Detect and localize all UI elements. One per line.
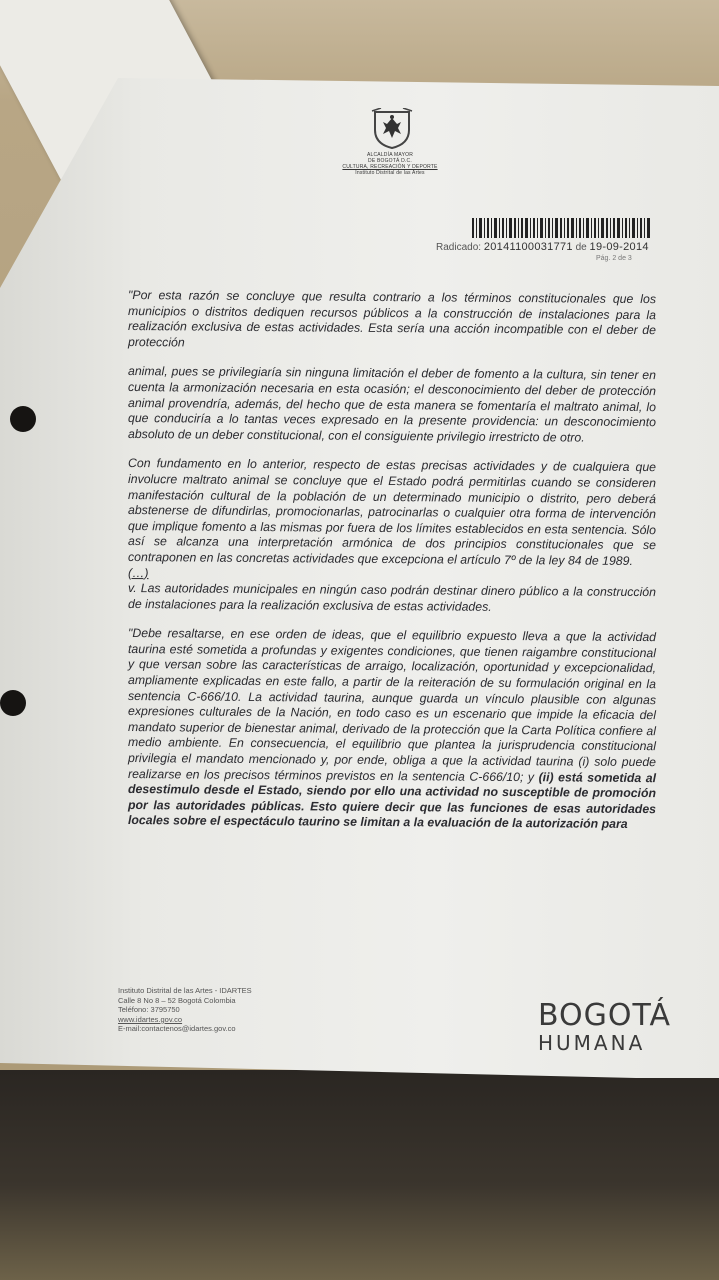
- radicado-date: 19-09-2014: [589, 241, 649, 253]
- footer-line: Instituto Distrital de las Artes - IDARTES: [118, 986, 252, 995]
- logo-line: BOGOTÁ: [538, 998, 672, 1033]
- footer-line: Teléfono: 3795750: [118, 1005, 180, 1015]
- punch-hole: [10, 406, 36, 432]
- institution-header: [320, 152, 460, 176]
- paragraph-part: "Debe resaltarse, en ese orden de ideas, que el equilibrio expuesto lleva a que la actividad taurina esté sometida a profundas y exigentes condiciones, que tienen raigambre constitucional y que versan sobre las características de arraigo, localización, oportunidad y excepcionalidad, ampliamente explicadas en este fallo, a partir de la reiteración de su formulación original en la sentencia C-666/10. La actividad taurina, aunque guarda un vínculo plausible con algunas expresiones culturales de la Nación, en todo caso es un escenario que impide la eficacia del mandato superior de bienestar animal, derivado de la protección que la Carta Política confiere al medio ambiente. En consecuencia, el equilibrio que plantea la jurisprudencia constitucional privilegia el mandato mencionado y, por ende, obliga a que la actividad taurina (i) solo puede realizarse en los precisos términos previstos en la sentencia C-666/10; y: [128, 626, 656, 784]
- radicado-de: de: [575, 242, 587, 253]
- coat-of-arms-icon: [369, 108, 415, 150]
- footer-line: Calle 8 No 8 – 52 Bogotá Colombia: [118, 995, 236, 1005]
- footer-link[interactable]: www.idartes.gov.co: [118, 1014, 183, 1024]
- footer-contact: [118, 986, 252, 1034]
- radicado-line: [436, 241, 649, 253]
- header-line: CULTURA, RECREACIÓN Y DEPORTE: [342, 164, 438, 170]
- paragraph: "Por esta razón se concluye que resulta contrario a los términos constitucionales que los municipios o distritos dediquen recursos públicos a la construcción de instalaciones para la realización exclusiva de estas actividades. Esta sería una acción incompatible con el deber de protección: [128, 288, 656, 350]
- paragraph: v. Las autoridades municipales en ningún caso podrán destinar dinero público a la construcción de instalaciones para la realización exclusiva de estas actividades.: [128, 581, 656, 614]
- page-number: Pág. 2 de 3: [596, 255, 632, 262]
- header-line: ALCALDÍA MAYOR: [366, 152, 414, 158]
- header-line: DE BOGOTÁ D.C.: [368, 158, 412, 164]
- document-body: [128, 288, 656, 833]
- logo-line: HUMANA: [538, 1031, 646, 1055]
- radicado-number: 20141100031771: [483, 241, 573, 253]
- ellipsis: (…): [128, 565, 149, 580]
- paragraph: animal, pues se privilegiaría sin ninguna limitación el deber de fomento a la cultura, sin tener en cuenta la armonización necesaria en esta ocasión; el desconocimiento del deber de protección animal provendría, además, del hecho que de esta manera se fomentaría el maltrato animal, lo que conduciría a lo tantas veces expresado en la presente providencia: un desconocimiento absoluto de un deber constitucional, con el consiguiente privilegio irrestricto de otro.: [128, 364, 656, 445]
- footer-email: E-mail:contactenos@idartes.gov.co: [118, 1024, 236, 1034]
- desk-shadow: [0, 1070, 719, 1280]
- paragraph-part-bold: (ii) está sometida al desestimulo desde el Estado, siendo por ello una actividad no susceptible de promoción por las autoridades públicas. Esto quiere decir que las funciones de esas autoridades locales sobre el espectáculo taurino se limitan a la evaluación de la autorización para: [128, 769, 657, 832]
- barcode: [472, 218, 652, 238]
- bogota-humana-logo: [538, 1000, 671, 1054]
- paragraph: Con fundamento en lo anterior, respecto de estas precisas actividades y de cualquiera que involucre maltrato animal se concluye que el Estado podrá permitirlas cuando se consideren manifestación cultural de la población de un determinado municipio o distrito, pero deberá abstenerse de difundirlas, promocionarlas, patrocinarlas o cualquier otra forma de intervención que implique fomento a las mismas por fuera de los límites establecidos en esta sentencia. Sólo así se alcanza una interpretación armónica de dos principios constitucionales que se contraponen en las concretas actividades que excepciona el artículo 7º de la ley 84 de 1989.: [128, 456, 656, 568]
- header-line: Instituto Distrital de las Artes: [355, 170, 425, 176]
- radicado-label: Radicado:: [436, 242, 482, 253]
- punch-hole: [0, 690, 26, 716]
- paragraph: [128, 626, 656, 833]
